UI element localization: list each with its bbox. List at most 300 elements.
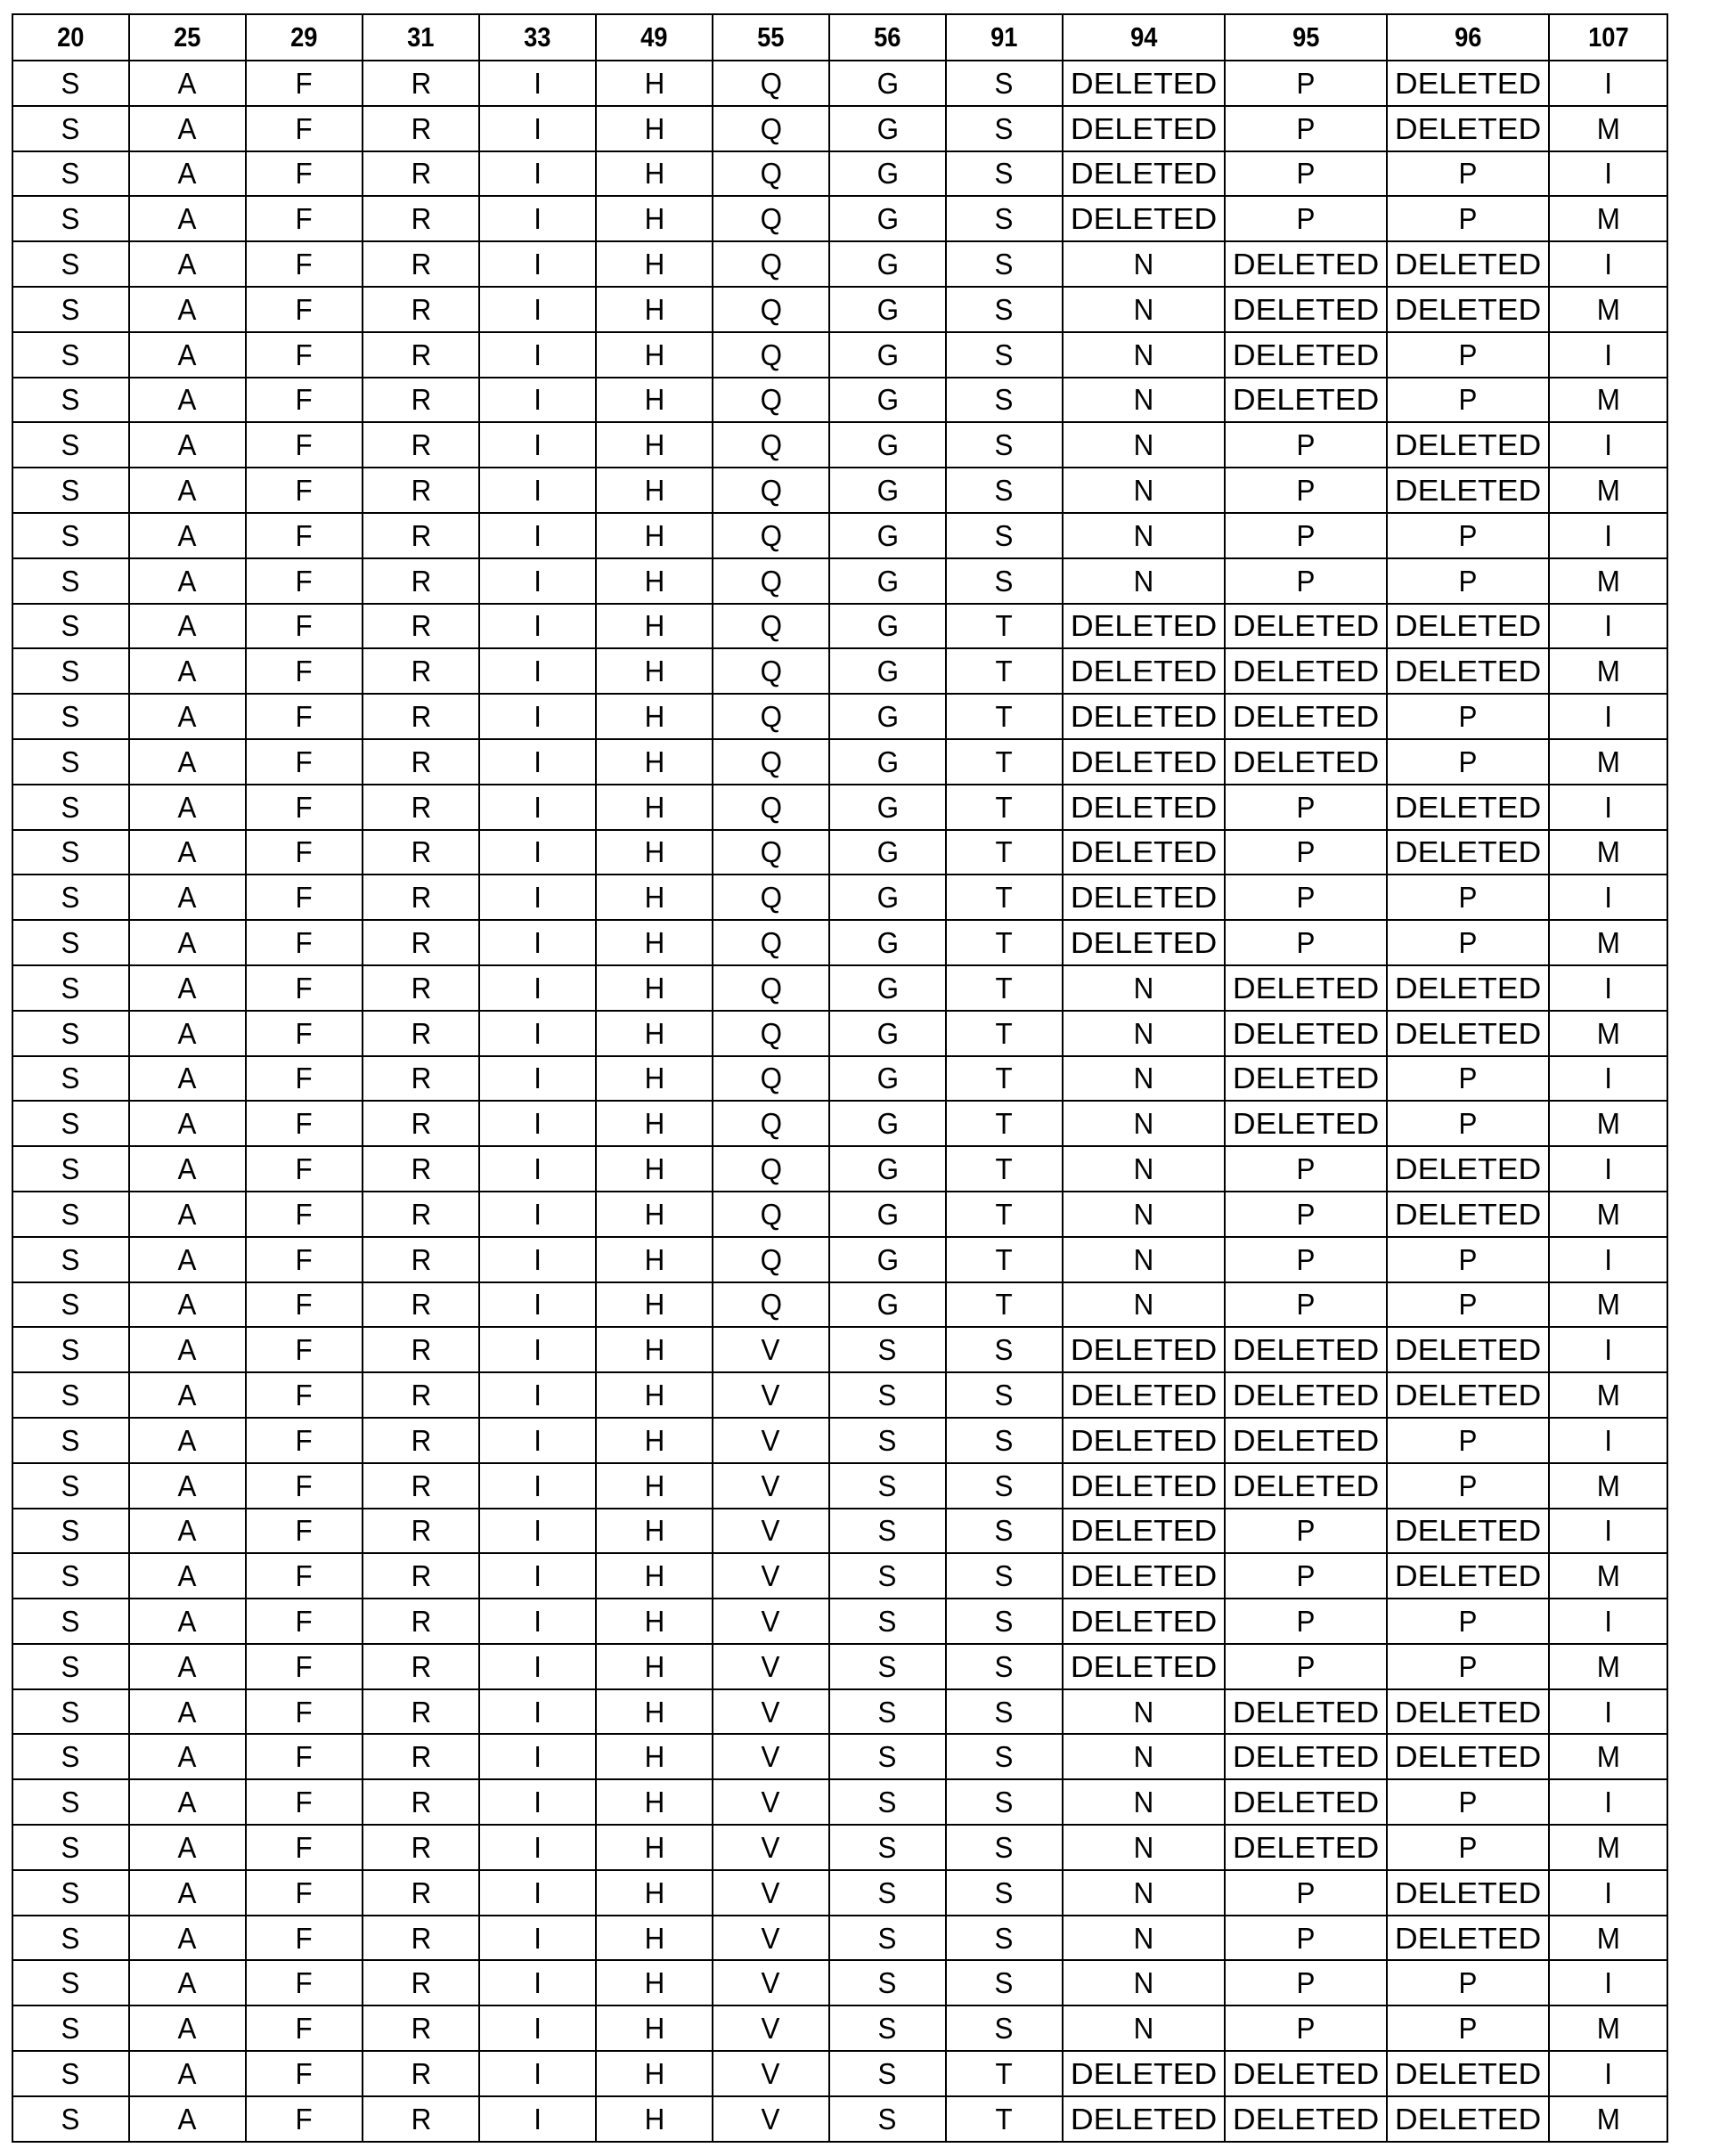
table-row xyxy=(12,513,1667,558)
table-cell xyxy=(1549,785,1667,830)
table-cell xyxy=(946,875,1063,920)
cell-value: R xyxy=(411,1197,431,1231)
table-cell xyxy=(363,2005,479,2051)
cell-value: S xyxy=(995,383,1014,417)
cell-value: M xyxy=(1596,2102,1620,2136)
cell-value: S xyxy=(878,2012,897,2046)
cell-value: G xyxy=(876,881,899,915)
table-cell xyxy=(246,2096,363,2142)
table-cell xyxy=(1387,965,1549,1011)
table-cell xyxy=(479,1418,596,1463)
table-cell xyxy=(12,151,129,197)
column-header-label: 20 xyxy=(57,21,85,53)
table-cell xyxy=(1225,1599,1387,1644)
table-cell xyxy=(1549,1779,1667,1825)
table-cell xyxy=(713,1101,829,1146)
cell-value: Q xyxy=(760,383,782,417)
cell-value: S xyxy=(995,157,1014,191)
table-cell xyxy=(829,1779,946,1825)
cell-value: S xyxy=(61,1514,80,1548)
table-row xyxy=(12,2096,1667,2142)
table-cell xyxy=(1387,739,1549,785)
cell-value: Q xyxy=(760,518,782,552)
cell-value: DELETED xyxy=(1232,700,1380,734)
cell-value: H xyxy=(644,157,664,191)
table-cell xyxy=(1549,1916,1667,1961)
table-cell xyxy=(363,1916,479,1961)
table-cell xyxy=(1063,1553,1225,1599)
cell-value: V xyxy=(762,1469,780,1502)
cell-value: I xyxy=(534,835,542,869)
table-cell xyxy=(596,875,713,920)
table-cell xyxy=(129,1779,246,1825)
cell-value: F xyxy=(295,1786,314,1819)
table-cell xyxy=(246,287,363,332)
table-cell xyxy=(246,241,363,287)
cell-value: DELETED xyxy=(1232,609,1380,643)
cell-value: M xyxy=(1596,1107,1620,1141)
cell-value: R xyxy=(411,2102,431,2136)
cell-value: M xyxy=(1596,835,1620,869)
table-cell xyxy=(596,1553,713,1599)
cell-value: S xyxy=(995,428,1014,462)
table-cell xyxy=(12,965,129,1011)
table-cell xyxy=(1063,1825,1225,1870)
cell-value: P xyxy=(1458,1423,1478,1457)
table-cell xyxy=(1387,1734,1549,1779)
cell-value: I xyxy=(534,1559,542,1593)
column-header-label: 25 xyxy=(174,21,201,53)
table-cell xyxy=(1225,241,1387,287)
table-cell xyxy=(829,468,946,513)
table-cell xyxy=(946,1734,1063,1779)
table-cell xyxy=(829,1146,946,1192)
cell-value: G xyxy=(876,1152,899,1186)
table-cell xyxy=(1063,830,1225,875)
cell-value: N xyxy=(1133,971,1154,1005)
table-cell xyxy=(1063,1644,1225,1689)
cell-value: H xyxy=(644,66,664,100)
column-header-position xyxy=(12,14,129,61)
cell-value: A xyxy=(178,790,197,824)
table-cell xyxy=(12,1101,129,1146)
cell-value: DELETED xyxy=(1394,1152,1542,1186)
cell-value: V xyxy=(762,1740,780,1774)
cell-value: N xyxy=(1133,1740,1154,1774)
table-cell xyxy=(479,241,596,287)
table-cell xyxy=(1063,875,1225,920)
table-cell xyxy=(1225,920,1387,965)
table-cell xyxy=(12,830,129,875)
cell-value: F xyxy=(295,700,314,734)
column-header-position xyxy=(129,14,246,61)
cell-value: S xyxy=(61,1921,80,1955)
table-cell xyxy=(363,106,479,151)
table-cell xyxy=(596,196,713,241)
table-cell xyxy=(829,648,946,694)
table-cell xyxy=(129,468,246,513)
table-cell xyxy=(1549,1463,1667,1509)
column-header-position xyxy=(713,14,829,61)
table-cell xyxy=(12,1463,129,1509)
table-cell xyxy=(829,694,946,739)
cell-value: I xyxy=(1604,2056,1612,2090)
table-cell xyxy=(829,2051,946,2096)
table-cell xyxy=(479,1870,596,1916)
cell-value: R xyxy=(411,2012,431,2046)
cell-value: M xyxy=(1596,111,1620,145)
table-cell xyxy=(829,513,946,558)
cell-value: A xyxy=(178,292,197,326)
cell-value: DELETED xyxy=(1070,1379,1218,1412)
cell-value: H xyxy=(644,1875,664,1909)
cell-value: M xyxy=(1596,564,1620,598)
cell-value: F xyxy=(295,1152,314,1186)
table-cell xyxy=(713,106,829,151)
cell-value: M xyxy=(1596,1649,1620,1683)
cell-value: I xyxy=(534,1966,542,2000)
cell-value: N xyxy=(1133,1242,1154,1276)
cell-value: I xyxy=(534,292,542,326)
cell-value: S xyxy=(995,1333,1014,1367)
cell-value: H xyxy=(644,111,664,145)
cell-value: I xyxy=(534,1423,542,1457)
table-cell xyxy=(1063,468,1225,513)
table-cell xyxy=(1063,1916,1225,1961)
table-cell xyxy=(246,648,363,694)
table-cell xyxy=(129,1056,246,1102)
cell-value: F xyxy=(295,655,314,688)
cell-value: V xyxy=(762,1649,780,1683)
cell-value: H xyxy=(644,700,664,734)
table-cell xyxy=(1387,2005,1549,2051)
table-cell xyxy=(246,332,363,378)
table-cell xyxy=(1387,1418,1549,1463)
cell-value: A xyxy=(178,835,197,869)
cell-value: T xyxy=(995,790,1014,824)
cell-value: S xyxy=(878,1559,897,1593)
cell-value: M xyxy=(1596,1559,1620,1593)
cell-value: A xyxy=(178,1423,197,1457)
cell-value: H xyxy=(644,881,664,915)
table-cell xyxy=(1387,830,1549,875)
column-header-label: 49 xyxy=(640,21,668,53)
cell-value: G xyxy=(876,157,899,191)
table-cell xyxy=(129,648,246,694)
cell-value: F xyxy=(295,2056,314,2090)
cell-value: V xyxy=(762,1333,780,1367)
table-cell xyxy=(363,241,479,287)
column-header-position xyxy=(946,14,1063,61)
cell-value: DELETED xyxy=(1394,1740,1542,1774)
table-cell xyxy=(829,920,946,965)
table-cell xyxy=(1387,1237,1549,1282)
table-cell xyxy=(479,468,596,513)
table-cell xyxy=(129,378,246,423)
cell-value: M xyxy=(1596,1379,1620,1412)
table-row xyxy=(12,1734,1667,1779)
table-cell xyxy=(1063,287,1225,332)
table-cell xyxy=(713,965,829,1011)
cell-value: G xyxy=(876,609,899,643)
cell-value: DELETED xyxy=(1070,881,1218,915)
cell-value: H xyxy=(644,1740,664,1774)
cell-value: I xyxy=(534,1695,542,1729)
table-cell xyxy=(946,61,1063,106)
cell-value: DELETED xyxy=(1232,1379,1380,1412)
cell-value: I xyxy=(534,744,542,778)
cell-value: H xyxy=(644,1379,664,1412)
cell-value: A xyxy=(178,338,197,371)
cell-value: F xyxy=(295,1604,314,1638)
table-cell xyxy=(1225,1056,1387,1102)
cell-value: I xyxy=(534,2102,542,2136)
table-cell xyxy=(829,2005,946,2051)
table-cell xyxy=(1225,875,1387,920)
column-header-position xyxy=(1063,14,1225,61)
cell-value: I xyxy=(534,338,542,371)
cell-value: DELETED xyxy=(1232,1062,1380,1095)
table-cell xyxy=(1063,1779,1225,1825)
cell-value: R xyxy=(411,1107,431,1141)
cell-value: N xyxy=(1133,2012,1154,2046)
table-cell xyxy=(479,1463,596,1509)
table-cell xyxy=(1387,1463,1549,1509)
cell-value: R xyxy=(411,2056,431,2090)
cell-value: I xyxy=(534,655,542,688)
table-cell xyxy=(1549,1282,1667,1328)
table-cell xyxy=(1549,1327,1667,1372)
table-cell xyxy=(12,1870,129,1916)
cell-value: A xyxy=(178,1966,197,2000)
cell-value: P xyxy=(1296,428,1316,462)
cell-value: N xyxy=(1133,1062,1154,1095)
table-cell xyxy=(363,1644,479,1689)
cell-value: R xyxy=(411,1379,431,1412)
table-cell xyxy=(129,1689,246,1735)
table-cell xyxy=(946,648,1063,694)
cell-value: S xyxy=(995,1604,1014,1638)
cell-value: I xyxy=(534,1514,542,1548)
cell-value: N xyxy=(1133,1152,1154,1186)
table-cell xyxy=(129,196,246,241)
cell-value: I xyxy=(534,66,542,100)
table-cell xyxy=(129,1101,246,1146)
table-cell xyxy=(246,785,363,830)
cell-value: S xyxy=(61,2102,80,2136)
cell-value: S xyxy=(61,292,80,326)
table-cell xyxy=(246,1056,363,1102)
table-cell xyxy=(1063,920,1225,965)
cell-value: F xyxy=(295,835,314,869)
cell-value: I xyxy=(1604,157,1612,191)
cell-value: I xyxy=(1604,1604,1612,1638)
table-cell xyxy=(1387,1011,1549,1056)
cell-value: V xyxy=(762,1423,780,1457)
table-cell xyxy=(479,1825,596,1870)
cell-value: R xyxy=(411,1514,431,1548)
cell-value: Q xyxy=(760,157,782,191)
cell-value: H xyxy=(644,202,664,236)
cell-value: G xyxy=(876,1197,899,1231)
table-cell xyxy=(1549,287,1667,332)
cell-value: S xyxy=(61,835,80,869)
table-cell xyxy=(829,1689,946,1735)
cell-value: S xyxy=(995,1786,1014,1819)
table-cell xyxy=(1225,1960,1387,2005)
cell-value: I xyxy=(534,1740,542,1774)
cell-value: S xyxy=(61,1786,80,1819)
table-cell xyxy=(246,604,363,649)
cell-value: P xyxy=(1296,1559,1316,1593)
table-cell xyxy=(129,1372,246,1418)
cell-value: Q xyxy=(760,338,782,371)
cell-value: R xyxy=(411,1786,431,1819)
table-cell xyxy=(479,739,596,785)
cell-value: S xyxy=(995,111,1014,145)
column-header-label: 91 xyxy=(990,21,1018,53)
cell-value: DELETED xyxy=(1394,609,1542,643)
table-cell xyxy=(479,513,596,558)
table-cell xyxy=(246,422,363,468)
table-cell xyxy=(363,648,479,694)
table-cell xyxy=(363,830,479,875)
table-cell xyxy=(12,1509,129,1554)
table-cell xyxy=(946,739,1063,785)
table-cell xyxy=(363,694,479,739)
cell-value: F xyxy=(295,1514,314,1548)
cell-value: F xyxy=(295,1875,314,1909)
cell-value: P xyxy=(1296,835,1316,869)
table-cell xyxy=(1225,2051,1387,2096)
table-cell xyxy=(713,1644,829,1689)
table-cell xyxy=(1225,61,1387,106)
table-cell xyxy=(1063,241,1225,287)
table-cell xyxy=(479,287,596,332)
table-cell xyxy=(479,1327,596,1372)
table-row xyxy=(12,1237,1667,1282)
table-row xyxy=(12,1825,1667,1870)
table-cell xyxy=(246,151,363,197)
table-cell xyxy=(479,648,596,694)
column-header-label: 33 xyxy=(524,21,551,53)
cell-value: S xyxy=(61,881,80,915)
table-row xyxy=(12,2051,1667,2096)
cell-value: H xyxy=(644,1514,664,1548)
cell-value: P xyxy=(1296,202,1316,236)
column-header-position xyxy=(829,14,946,61)
cell-value: R xyxy=(411,474,431,508)
cell-value: I xyxy=(534,1016,542,1050)
cell-value: H xyxy=(644,2012,664,2046)
table-cell xyxy=(129,1553,246,1599)
table-cell xyxy=(363,1282,479,1328)
table-cell xyxy=(1225,332,1387,378)
table-cell xyxy=(946,1011,1063,1056)
cell-value: P xyxy=(1296,1288,1316,1322)
table-cell xyxy=(12,1237,129,1282)
table-cell xyxy=(12,378,129,423)
table-cell xyxy=(713,287,829,332)
table-cell xyxy=(479,151,596,197)
table-cell xyxy=(246,61,363,106)
table-cell xyxy=(1549,694,1667,739)
table-cell xyxy=(1063,1599,1225,1644)
table-cell xyxy=(946,965,1063,1011)
table-cell xyxy=(12,1011,129,1056)
cell-value: P xyxy=(1296,564,1316,598)
cell-value: H xyxy=(644,383,664,417)
table-cell xyxy=(129,61,246,106)
table-cell xyxy=(12,739,129,785)
cell-value: T xyxy=(995,1288,1014,1322)
cell-value: S xyxy=(61,1740,80,1774)
cell-value: H xyxy=(644,1921,664,1955)
table-cell xyxy=(1387,1101,1549,1146)
table-cell xyxy=(1387,241,1549,287)
table-cell xyxy=(1063,785,1225,830)
cell-value: DELETED xyxy=(1394,428,1542,462)
cell-value: S xyxy=(61,157,80,191)
table-cell xyxy=(946,1463,1063,1509)
cell-value: DELETED xyxy=(1232,1423,1380,1457)
cell-value: A xyxy=(178,1514,197,1548)
cell-value: S xyxy=(995,66,1014,100)
table-cell xyxy=(596,1418,713,1463)
table-cell xyxy=(829,287,946,332)
cell-value: R xyxy=(411,926,431,960)
cell-value: I xyxy=(1604,1152,1612,1186)
cell-value: G xyxy=(876,700,899,734)
table-cell xyxy=(1225,1870,1387,1916)
table-cell xyxy=(246,920,363,965)
cell-value: F xyxy=(295,1830,314,1864)
table-row xyxy=(12,920,1667,965)
table-cell xyxy=(1063,1960,1225,2005)
table-cell xyxy=(129,2096,246,2142)
table-cell xyxy=(1387,1509,1549,1554)
cell-value: I xyxy=(534,2056,542,2090)
cell-value: N xyxy=(1133,518,1154,552)
table-cell xyxy=(12,1372,129,1418)
cell-value: A xyxy=(178,1107,197,1141)
table-cell xyxy=(129,920,246,965)
cell-value: DELETED xyxy=(1232,1830,1380,1864)
cell-value: R xyxy=(411,1604,431,1638)
cell-value: A xyxy=(178,744,197,778)
table-cell xyxy=(363,875,479,920)
cell-value: S xyxy=(61,2012,80,2046)
table-cell xyxy=(596,1870,713,1916)
table-cell xyxy=(1387,1553,1549,1599)
cell-value: I xyxy=(1604,1242,1612,1276)
cell-value: H xyxy=(644,292,664,326)
table-cell xyxy=(713,332,829,378)
cell-value: N xyxy=(1133,1921,1154,1955)
table-row xyxy=(12,739,1667,785)
cell-value: P xyxy=(1296,1242,1316,1276)
cell-value: S xyxy=(995,202,1014,236)
table-cell xyxy=(946,378,1063,423)
table-cell xyxy=(363,1372,479,1418)
cell-value: P xyxy=(1458,518,1478,552)
cell-value: P xyxy=(1296,1152,1316,1186)
cell-value: T xyxy=(995,744,1014,778)
table-cell xyxy=(246,1553,363,1599)
table-cell xyxy=(596,287,713,332)
column-header-position xyxy=(1549,14,1667,61)
table-row xyxy=(12,1418,1667,1463)
